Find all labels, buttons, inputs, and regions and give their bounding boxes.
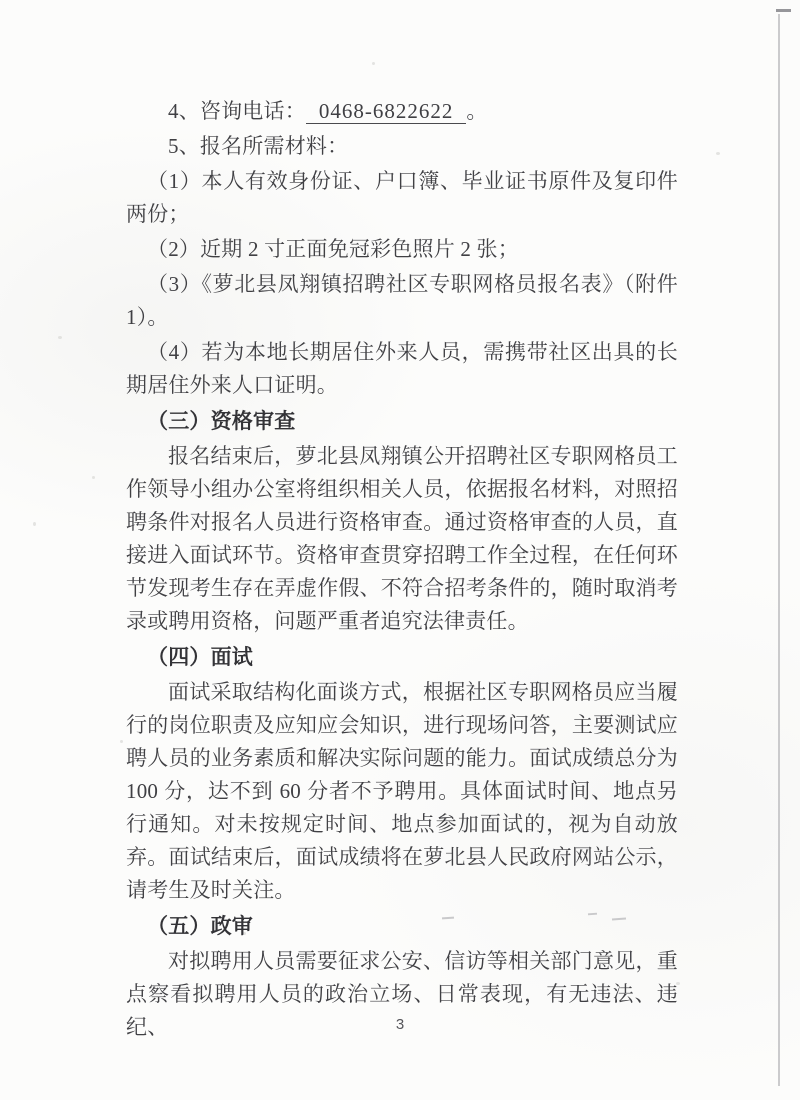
scan-edge-tick (776, 9, 791, 12)
contact-phone-label: 4、咨询电话： (168, 99, 306, 123)
section-heading-political-review: （五）政审 (147, 914, 253, 938)
document-body (126, 95, 678, 1046)
paragraph-material-1: （1）本人有效身份证、户口簿、毕业证书原件及复印件两份； (126, 169, 678, 226)
paragraph-contact-phone (126, 95, 678, 128)
paragraph-materials-title: 5、报名所需材料： (168, 134, 349, 158)
contact-phone-period: 。 (466, 99, 488, 123)
page-number: 3 (395, 1016, 405, 1033)
paragraph-political-review: 对拟聘用人员需要征求公安、信访等相关部门意见，重点察看拟聘用人员的政治立场、日常表现，有无违法、违纪、 (126, 949, 678, 1039)
scan-edge-line (778, 14, 780, 1086)
section-heading-interview: （四）面试 (147, 645, 253, 669)
paragraph-qualification-review: 报名结束后，萝北县凤翔镇公开招聘社区专职网格员工作领导小组办公室将组织相关人员，依据报名材料，对照招聘条件对报名人员进行资格审查。通过资格审查的人员，直接进入面试环节。资格审查贯穿招聘工作全过程，在任何环节发现考生存在弄虚作假、不符合招考条件的，随时取消考录或聘用资格，问题严重者追究法律责任。 (126, 444, 678, 633)
paragraph-material-2: （2）近期 2 寸正面免冠彩色照片 2 张； (147, 237, 519, 261)
paragraph-interview: 面试采取结构化面谈方式，根据社区专职网格员应当履行的岗位职责及应知应会知识，进行现场问答，主要测试应聘人员的业务素质和解决实际问题的能力。面试成绩总分为 100 分，达不到 60 分者不予聘用。具体面试时间、地点另行通知。对未按规定时间、地点参加面试的，视为自动放弃。面试结束后，面试成绩将在萝北县人民政府网站公示，请考生及时关注。 (126, 680, 678, 902)
paragraph-material-3: （3）《萝北县凤翔镇招聘社区专职网格员报名表》（附件 1）。 (126, 272, 678, 329)
section-heading-qualification-review: （三）资格审查 (147, 409, 296, 433)
paragraph-material-4: （4）若为本地长期居住外来人员，需携带社区出具的长期居住外来人口证明。 (126, 340, 678, 397)
phone-number: 0468-6822622 (306, 99, 467, 124)
